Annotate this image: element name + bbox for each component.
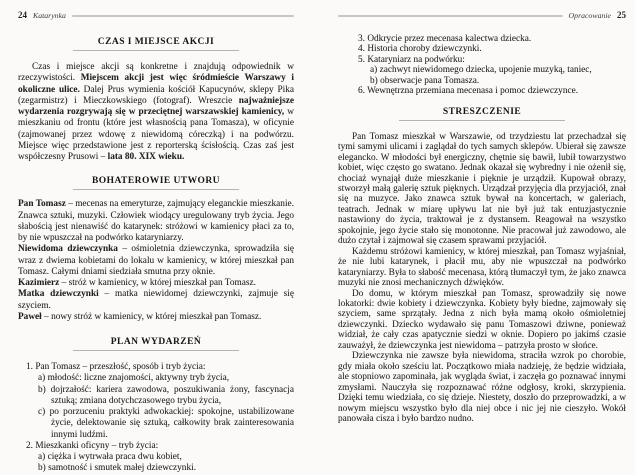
section-title-time-place: CZAS I MIEJSCE AKCJI [97, 37, 215, 47]
page-number-left: 24 [18, 10, 27, 20]
plan-subitem [26, 463, 294, 474]
plan-item-text: Odkrycie przez mecenasa kalectwa dziecka. [367, 34, 532, 44]
plan-subitem-text: obserwacje pana Tomasza. [380, 75, 480, 86]
character-entry [18, 278, 294, 289]
plan-subitem-letter: b) [38, 463, 46, 474]
summary-paragraph: Dziewczynka nie zawsze była niewidoma, straciła wzrok po chorobie, gdy miała około sześciu lat. Początkowo miała nadzieję, że będzie widziała, ale stopniowo zapominała, jak wygląda świat, i zaczęła go poznawać innymi zmysłami. Nauczyła się rozpoznawać różne odgłosy, kroki, skrzypienia. Dzięki temu wiedziała, co się dzieje. Niestety, doszło do przeprowadzki, a w nowym miejscu wszystko było dla niej obce i nic jej nie cieszyło. Wokół panowała cisza i było bardzo nudno. [338, 351, 626, 424]
plan-item-text: Historia choroby dziewczynki. [367, 44, 482, 55]
character-entry [18, 312, 294, 323]
page-right [338, 10, 626, 424]
header-rule-right [338, 15, 563, 17]
plan-subitem-letter: b) [38, 384, 46, 395]
intro-segment: Dalej Prus wymienia kościół Kapucynów, sklepy Pika (zegarmistrz) i Mieczkowskiego (fotograf). Wreszcie [18, 84, 294, 106]
character-desc: – ośmioletnia dziewczynka, sprowadziła się wraz z dwiema kobietami do lokalu w kamienicy, w której mieszkał pan Tomasz. Całymi dniami siedziała smutna przy oknie. [18, 244, 294, 277]
running-title-right: Opracowanie [568, 11, 611, 20]
summary-paragraph: Każdemu stróżowi kamienicy, w której mieszkał, pan Tomasz wyjaśniał, że nie lubi katarynek, i płacił mu, aby nie wpuszczał na podwórko kataryniarzy. Była to słabość mecenasa, którą tłumaczył tym, że jako znawca muzyki nie znosi mechanicznych dźwięków. [338, 246, 626, 289]
character-name: Kazimierz [18, 278, 60, 288]
header-rule-left [72, 15, 294, 17]
plan-subitem-letter: a) [38, 452, 46, 462]
plan-item-number: 6. [358, 86, 365, 97]
running-header-right [338, 10, 626, 21]
plan-subitem [358, 76, 626, 86]
plan-subitem-letter: a) [370, 65, 378, 76]
section-title-characters: BOHATEROWIE UTWORU [91, 176, 220, 187]
title-underline [73, 189, 239, 190]
character-desc: – matka niewidomej dziewczynki, zajmuje się szyciem. [18, 289, 294, 311]
plan-item [358, 34, 626, 44]
plan-subitem-text: po porzuceniu praktyki adwokackiej: spokojne, ustabilizowane życie, delektowanie się sztuką, całkowity brak zainteresowania innymi ludźmi. [49, 407, 294, 440]
intro-segment: w mieszkaniu od frontu (które jest własnością pana Tomasza), w oficynie (zajmowanej przez wdowę z niewidomą córeczką) i na podwórzu. Miejsce więc przedstawione jest z reporterską ścisłością. Czas zaś jest współczesny Prusowi – [18, 107, 294, 162]
plan-item-text: Pan Tomasz – przeszłość, sposób i tryb życia: [35, 362, 206, 372]
summary-text [338, 132, 626, 425]
plan-item [358, 55, 626, 65]
section-time-place [18, 37, 294, 51]
intro-paragraph [18, 62, 294, 163]
character-name: Paweł [18, 311, 42, 322]
running-header-left [18, 10, 294, 21]
plan-subitem-letter: a) [38, 373, 46, 384]
character-desc: – mecenas na emeryturze, zajmujący eleganckie mieszkanie. Znawca sztuki, muzyki. Człowiek wiodący uregulowany tryb życia. Jego słabością jest nienawiść do katarynek: stróżowi w kamienicy płaci za to, by nie wpuszczał na podwórko kataryniarzy. [18, 199, 294, 243]
title-underline [399, 120, 565, 121]
plan-item [26, 362, 294, 373]
intro-segment-bold: Miejscem akcji jest więc śródmieście Warszawy i okoliczne ulice. [18, 73, 294, 95]
plan-item-text: Kataryniarz na podwórku: [367, 54, 465, 65]
summary-paragraph: Do domu, w którym mieszkał pan Tomasz, sprowadziły się nowe lokatorki: dwie kobiety i dziewczynka. Kobiety były biedne, zajmowały się szyciem, same sprzątały. Jedna z nich była mamą około ośmioletniej dziewczynki. Dziecko wydawało się panu Tomaszowi dziwne, ponieważ widział, że cały czas apatycznie siedzi w oknie. Dopiero po jakimś czasie zauważył, że dziewczynka jest niewidoma – patrzyła prosto w słońce. [338, 288, 626, 351]
character-name: Matka dziewczynki [18, 289, 99, 300]
section-plan [18, 337, 294, 351]
character-name: Pan Tomasz [18, 199, 66, 210]
page-number-right: 25 [617, 10, 626, 20]
character-entry [18, 199, 294, 244]
plan-item-number: 5. [358, 54, 365, 65]
section-title-summary: STRESZCZENIE [442, 106, 522, 117]
title-underline [73, 50, 239, 51]
plan-subitem-text: młodość: liczne znajomości, aktywny tryb życia, [47, 373, 230, 384]
character-name: Niewidoma dziewczynka [18, 244, 118, 255]
plan-item-text: Mieszkanki oficyny – tryb życia: [35, 440, 159, 451]
plan-subitem-text: zachwyt niewidomego dziecka, upojenie muzyką, taniec, [379, 65, 592, 76]
plan-subitem [26, 385, 294, 408]
plan-subitem [26, 373, 294, 384]
summary-paragraph: Pan Tomasz mieszkał w Warszawie, od trzydziestu lat przechadzał się tymi samymi ulicami i zaglądał do tych samych sklepów. Ubierał się zawsze elegancko. W młodości był energiczny, chętnie się bawił, lubił towarzystwo kobiet, więc często go swatano. Jednak okazał się wybredny i nie ożenił się, chociaż wynajął duże mieszkanie i pięknie je urządził. Kupował obrazy, stworzył małą galerię sztuk pięknych. Urządzał przyjęcia dla przyjaciół, znał się na muzyce. Jako znawca sztuk bywał na koncertach, w galeriach, teatrach. Jednak w miarę upływu lat nie był już tak entuzjastycznie nastawiony do życia, traktował je z dystansem. Reagował na wszystko spokojnie, jego życie stało się monotonne. Nie pracował już zawodowo, ale dużo czytał i zajmował się czasem sprawami przyjaciół. [338, 131, 626, 247]
plan-item-text: Wewnętrzna przemiana mecenasa i pomoc dziewczynce. [367, 86, 579, 97]
plan-item [358, 44, 626, 54]
title-underline [73, 350, 239, 351]
plan-subitem-letter: c) [38, 407, 46, 417]
plan-list-continued [358, 34, 626, 97]
plan-subitem-letter: b) [370, 75, 378, 86]
page-left [18, 10, 294, 475]
section-title-plan: PLAN WYDARZEŃ [110, 337, 202, 347]
plan-subitem [358, 65, 626, 75]
intro-segment-bold: lata 80. XIX wieku. [107, 152, 185, 162]
character-desc: – nowy stróż w kamienicy, w której mieszkał pan Tomasz. [44, 311, 262, 322]
running-title-left: Katarynka [33, 11, 66, 20]
characters-list [18, 199, 294, 323]
plan-list [26, 362, 294, 475]
plan-item-number: 3. [358, 34, 365, 44]
intro-segment: Czas i miejsce akcji są konkretne i znajdują odpowiednik w rzeczywistości. [18, 62, 294, 84]
plan-subitem [26, 407, 294, 441]
plan-item [358, 86, 626, 96]
plan-subitem-text: samotność i smutek małej dziewczynki. [48, 463, 197, 474]
plan-subitem-text: ciężka i wytrwała praca dwu kobiet, [47, 452, 182, 462]
plan-item [26, 441, 294, 452]
plan-subitem-text: dojrzałość: kariera zawodowa, poszukiwania żony, fascynacja sztuką; zmiana dotychczasowego trybu życia, [50, 384, 294, 406]
plan-item-number: 4. [358, 44, 365, 55]
plan-subitem [26, 452, 294, 463]
section-characters [18, 176, 294, 190]
character-entry [18, 289, 294, 312]
plan-item-number: 2. [26, 440, 33, 451]
intro-segment-bold: najważniejsze wydarzenia rozgrywają się w przeciętnej warszawskiej kamienicy, [18, 95, 294, 117]
character-desc: – stróż w kamienicy, w której mieszkał pan Tomasz. [61, 278, 256, 288]
character-entry [18, 244, 294, 278]
section-summary [338, 107, 626, 121]
plan-item-number: 1. [26, 362, 33, 372]
